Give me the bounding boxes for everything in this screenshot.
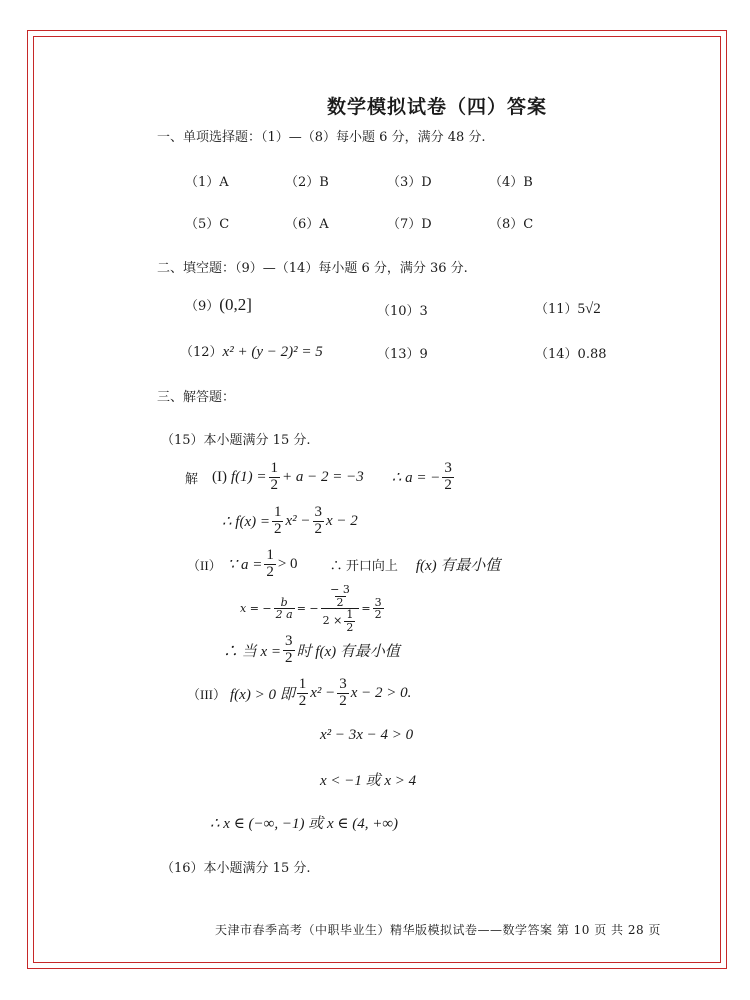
frac-num: 3 bbox=[444, 460, 452, 476]
part3-label: （III） bbox=[187, 686, 226, 702]
frac-num: 1 bbox=[270, 460, 279, 476]
part1-fx-a: ∴ f(x) = bbox=[222, 513, 270, 530]
part2-because: ∵ a = bbox=[227, 556, 263, 573]
answer-11-value: 5√2 bbox=[577, 301, 601, 317]
vertex-equals-neg: = − bbox=[296, 602, 319, 616]
fraction-one-half bbox=[297, 677, 309, 710]
part2-opens-up: ∴ 开口向上 bbox=[329, 557, 398, 573]
fraction-three-halves bbox=[337, 677, 349, 710]
answer-5: （5）C bbox=[185, 217, 230, 232]
frac-num: 1 bbox=[298, 676, 307, 692]
fraction-three-halves bbox=[373, 597, 384, 621]
part2-gt-zero: > 0 bbox=[277, 555, 298, 572]
frac-den: 2 bbox=[273, 520, 282, 537]
frac-den: 2 bbox=[444, 476, 452, 493]
frac-den: 2 a bbox=[275, 608, 293, 622]
part1-result-a: ∴ a = − bbox=[391, 469, 441, 486]
answer-11-label: （11） bbox=[535, 302, 578, 317]
frac-num: 1 bbox=[266, 547, 274, 563]
frac-num bbox=[324, 584, 356, 608]
part1-fx-c: x − 2 bbox=[326, 512, 358, 529]
part3-line4: ∴ x ∈ (−∞, −1) 或 x ∈ (4, +∞) bbox=[210, 816, 399, 832]
fraction-one-half bbox=[269, 461, 281, 494]
section3-heading: 三、解答题： bbox=[157, 390, 236, 405]
frac-den: 2 bbox=[266, 563, 274, 580]
answer-9 bbox=[185, 295, 252, 315]
part2-line1 bbox=[187, 548, 500, 581]
frac-den: 2 bbox=[314, 520, 323, 537]
fraction-three-halves bbox=[313, 505, 325, 538]
answer-8: （8）C bbox=[489, 217, 534, 232]
vertex-x: x = − bbox=[240, 602, 272, 616]
section1-heading: 一、单项选择题：（1）—（8）每小题 6 分，满分 48 分. bbox=[157, 130, 486, 145]
fraction-one-half bbox=[272, 505, 284, 538]
frac-num: 3 bbox=[374, 595, 382, 609]
frac-den bbox=[321, 608, 360, 633]
answer-7: （7）D bbox=[387, 217, 432, 232]
answer-9-value: (0,2] bbox=[219, 295, 252, 314]
min-when-b: 时 f(x) 有最小值 bbox=[296, 643, 400, 660]
frac-num: 3 bbox=[285, 633, 293, 649]
fraction-neg-three-halves bbox=[328, 584, 352, 608]
part1-fx-b: x² − bbox=[285, 512, 311, 529]
part1-expr-b: + a − 2 = −3 bbox=[282, 468, 364, 485]
answer-13: （13）9 bbox=[377, 347, 428, 362]
part1-line2 bbox=[222, 505, 358, 538]
page-footer: 天津市春季高考（中职毕业生）精华版模拟试卷——数学答案 第 10 页 共 28 页 bbox=[215, 923, 661, 937]
frac-num: 3 bbox=[314, 504, 323, 520]
part3-expr-a: f(x) > 0 即 bbox=[230, 686, 295, 703]
section2-heading: 二、填空题：（9）—（14）每小题 6 分，满分 36 分. bbox=[157, 261, 468, 276]
fraction-substituted bbox=[321, 584, 360, 633]
answer-3: （3）D bbox=[387, 175, 432, 190]
part3-line2: x² − 3x − 4 > 0 bbox=[320, 727, 414, 743]
part2-has-min: f(x) 有最小值 bbox=[415, 557, 501, 574]
fraction-three-halves bbox=[442, 461, 454, 494]
frac-num: 1 bbox=[273, 504, 282, 520]
part1-line1 bbox=[185, 461, 456, 494]
answer-10: （10）3 bbox=[377, 304, 428, 319]
answer-2: （2）B bbox=[285, 175, 329, 190]
min-when-line bbox=[223, 634, 400, 667]
part2-label: （II） bbox=[187, 557, 222, 573]
vertex-equals: = bbox=[361, 602, 371, 616]
answer-12 bbox=[180, 341, 323, 361]
q15-heading: （15）本小题满分 15 分. bbox=[161, 433, 311, 448]
part3-expr-b: x² − bbox=[310, 684, 336, 701]
part3-expr-c: x − 2 > 0. bbox=[350, 684, 412, 701]
part3-line1 bbox=[187, 677, 411, 710]
fraction-b-over-2a bbox=[274, 597, 295, 621]
frac-num: − 3 bbox=[330, 583, 350, 596]
fraction-three-halves bbox=[283, 634, 295, 667]
answer-1: （1）A bbox=[185, 175, 229, 190]
min-when-a: ∴ 当 x = bbox=[223, 643, 282, 660]
frac-num: 1 bbox=[346, 608, 354, 622]
frac-den: 2 bbox=[285, 649, 293, 666]
frac-den: 2 bbox=[374, 608, 382, 622]
q16-heading: （16）本小题满分 15 分. bbox=[161, 861, 311, 876]
part3-line3: x < −1 或 x > 4 bbox=[320, 773, 417, 789]
answer-4: （4）B bbox=[489, 175, 533, 190]
fraction-one-half bbox=[344, 609, 355, 633]
frac-num: 3 bbox=[339, 676, 347, 692]
frac-den: 2 bbox=[270, 476, 279, 493]
frac-den: 2 bbox=[298, 692, 307, 709]
answer-11 bbox=[535, 298, 601, 318]
part1-expr-a: f(1) = bbox=[231, 468, 267, 485]
answer-9-label: （9） bbox=[185, 299, 220, 314]
answer-6: （6）A bbox=[285, 217, 329, 232]
vertex-formula bbox=[240, 584, 386, 633]
part1-label: (I) bbox=[212, 468, 228, 485]
frac-den: 2 bbox=[336, 595, 344, 609]
answer-12-label: （12） bbox=[180, 345, 223, 360]
frac-num: b bbox=[280, 595, 288, 609]
vertex-two-times: 2 × bbox=[322, 614, 343, 628]
frac-den: 2 bbox=[339, 692, 347, 709]
frac-den: 2 bbox=[346, 620, 354, 634]
answer-12-value: x² + (y − 2)² = 5 bbox=[222, 344, 323, 360]
fraction-one-half bbox=[264, 548, 276, 581]
page-title: 数学模拟试卷（四）答案 bbox=[327, 96, 548, 118]
solution-label: 解 bbox=[185, 470, 199, 486]
answer-14: （14）0.88 bbox=[535, 347, 607, 362]
